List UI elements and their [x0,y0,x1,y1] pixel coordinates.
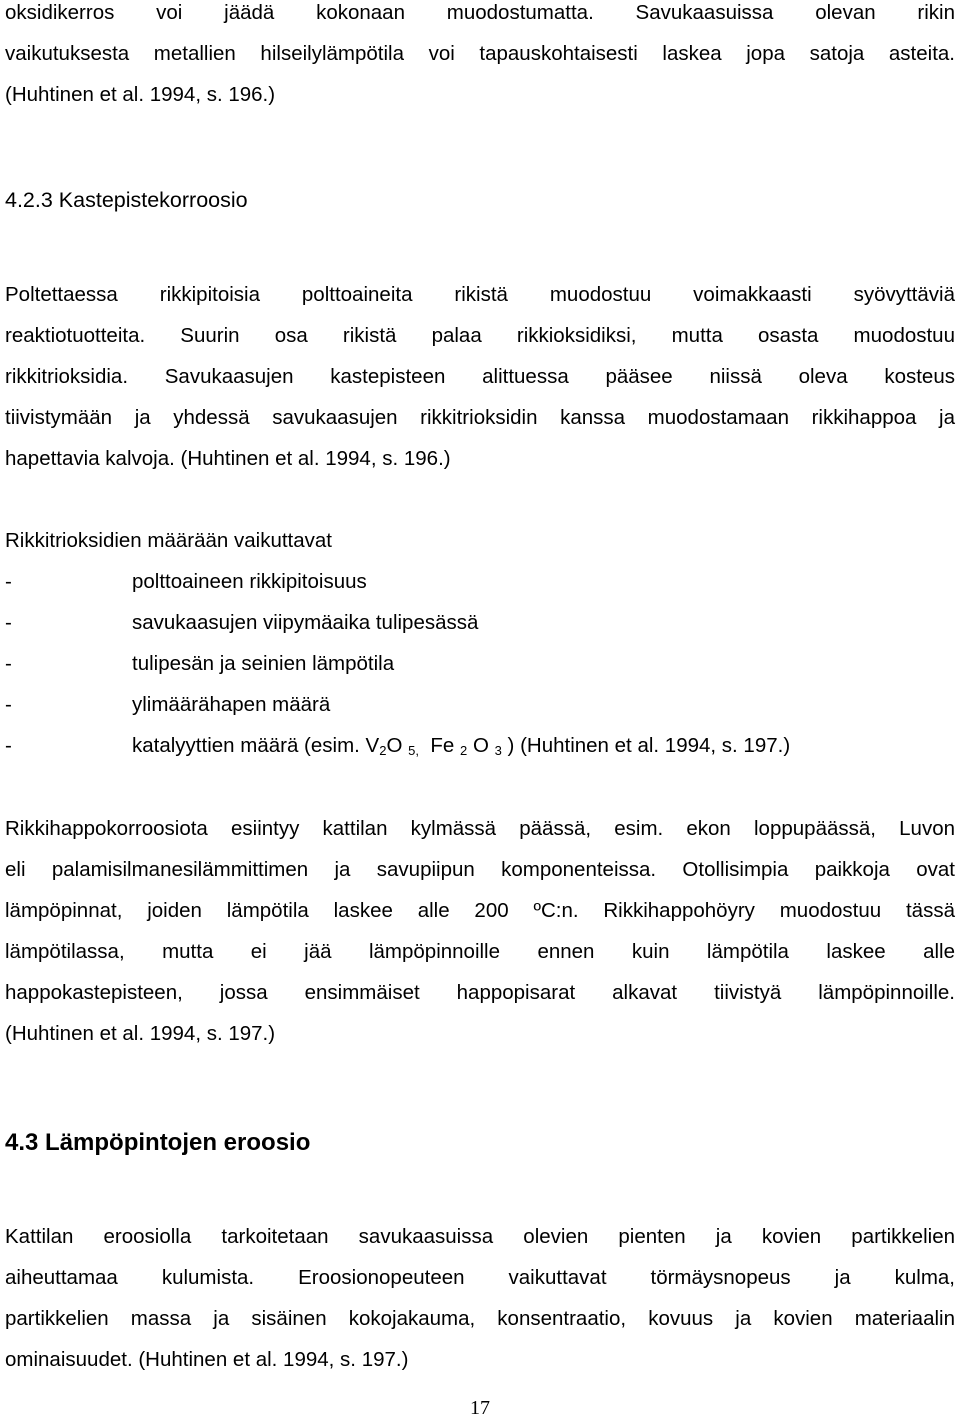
section-heading: 4.2.3 Kastepistekorroosio [5,188,248,212]
formula-text: O [472,734,489,757]
list-dash: - [5,734,12,757]
paragraph-line: partikkelien massa ja sisäinen kokojakauma, konsentraatio, kovuus ja kovien materiaalin [5,1307,955,1330]
subscript: 2 [379,743,387,758]
list-item-text: ylimäärähapen määrä [132,693,331,716]
list-item-text: polttoaineen rikkipitoisuus [132,570,367,593]
paragraph-line: rikkitrioksidia. Savukaasujen kastepisteen alittuessa pääsee niissä oleva kosteus [5,365,955,388]
subscript: 3 [494,743,502,758]
paragraph-line: (Huhtinen et al. 1994, s. 196.) [5,83,276,106]
paragraph-line: (Huhtinen et al. 1994, s. 197.) [5,1022,276,1045]
formula-text: Fe [430,734,455,757]
paragraph-line: tiivistymään ja yhdessä savukaasujen rikkitrioksidin kanssa muodostamaan rikkihappoa ja [5,406,955,429]
paragraph-line: hapettavia kalvoja. (Huhtinen et al. 1994, s. 196.) [5,447,451,470]
paragraph-line: Poltettaessa rikkipitoisia polttoaineita rikistä muodostuu voimakkaasti syövyttäviä [5,283,955,306]
section-heading: 4.3 Lämpöpintojen eroosio [5,1129,311,1156]
list-intro: Rikkitrioksidien määrään vaikuttavat [5,529,332,552]
list-item-text [132,732,790,765]
list-item-text: savukaasujen viipymäaika tulipesässä [132,611,479,634]
paragraph-line: happokastepisteen, jossa ensimmäiset happopisarat alkavat tiivistyä lämpöpinnoille. [5,981,955,1004]
list-item-text: tulipesän ja seinien lämpötila [132,652,395,675]
subscript: 5, [408,743,419,758]
list-dash: - [5,693,12,716]
paragraph-line: Rikkihappokorroosiota esiintyy kattilan kylmässä päässä, esim. ekon loppupäässä, Luvon [5,817,955,840]
list-dash: - [5,652,12,675]
paragraph-line: eli palamisilmanesilämmittimen ja savupiipun komponenteissa. Otollisimpia paikkoja ovat [5,858,955,881]
list-dash: - [5,611,12,634]
paragraph-line: vaikutuksesta metallien hilseilylämpötila voi tapauskohtaisesti laskea jopa satoja asteita. [5,42,955,65]
paragraph-line: reaktiotuotteita. Suurin osa rikistä palaa rikkioksidiksi, mutta osasta muodostuu [5,324,955,347]
citation: ) (Huhtinen et al. 1994, s. 197.) [507,734,791,757]
paragraph-line: aiheuttamaa kulumista. Eroosionopeuteen vaikuttavat törmäysnopeus ja kulma, [5,1266,955,1289]
subscript: 2 [460,743,468,758]
paragraph-line: lämpötilassa, mutta ei jää lämpöpinnoille ennen kuin lämpötila laskee alle [5,940,955,963]
paragraph-line: Kattilan eroosiolla tarkoitetaan savukaasuissa olevien pienten ja kovien partikkelien [5,1225,955,1248]
formula-text: katalyyttien määrä (esim. V [132,734,380,757]
paragraph-line: lämpöpinnat, joiden lämpötila laskee alle 200 ºC:n. Rikkihappohöyry muodostuu tässä [5,899,955,922]
page-number: 17 [470,1397,490,1419]
paragraph-line: ominaisuudet. (Huhtinen et al. 1994, s. 197.) [5,1348,409,1371]
paragraph-line: oksidikerros voi jäädä kokonaan muodostumatta. Savukaasuissa olevan rikin [5,1,955,24]
list-dash: - [5,570,12,593]
formula-text: O [386,734,403,757]
